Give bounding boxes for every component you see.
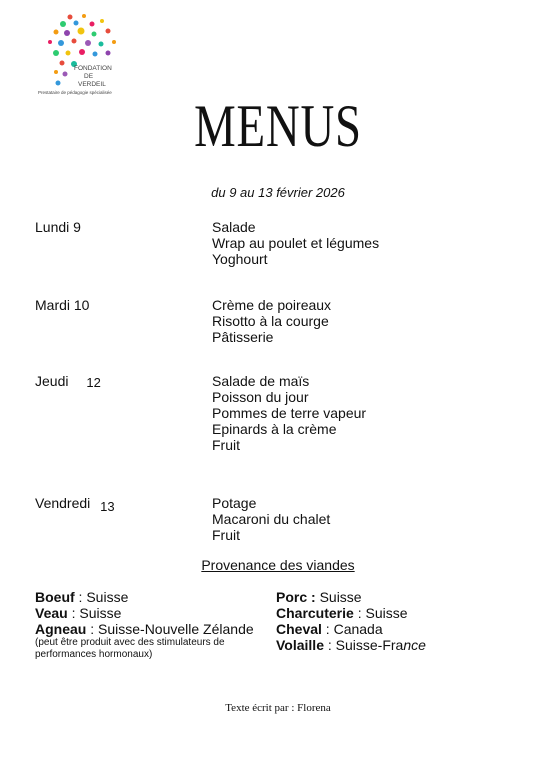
dish-list-mardi xyxy=(212,297,331,345)
meat-name: Volaille xyxy=(276,637,324,653)
dish-item: Potage xyxy=(212,495,257,511)
date-range: du 9 au 13 février 2026 xyxy=(211,185,345,200)
meat-name: Veau xyxy=(35,605,68,621)
dish-list-vendredi xyxy=(212,495,330,543)
meat-origin: : Suisse xyxy=(67,605,122,621)
meat-origin-italic: nce xyxy=(403,637,426,653)
logo-line3: VERDEIL xyxy=(78,81,106,88)
day-number: 12 xyxy=(86,375,101,390)
meat-row xyxy=(276,605,426,621)
dish-list-lundi xyxy=(212,219,379,267)
day-label-vendredi xyxy=(35,495,115,512)
dish-item: Yoghourt xyxy=(212,251,268,267)
day-label-jeudi xyxy=(35,373,101,390)
provenance-heading: Provenance des viandes xyxy=(201,557,355,573)
meat-row xyxy=(276,589,426,605)
logo-tagline: Prestataire de pédagogie spécialisée xyxy=(38,90,112,95)
dish-list-jeudi xyxy=(212,373,366,453)
meat-name: Agneau xyxy=(35,621,87,637)
dish-item: Fruit xyxy=(212,527,240,543)
day-name: Vendredi xyxy=(35,495,91,511)
day-name: Jeudi xyxy=(35,373,69,389)
meat-origin-left xyxy=(35,589,254,637)
meat-origin: : Suisse xyxy=(74,589,129,605)
dish-item: Epinards à la crème xyxy=(212,421,337,437)
dish-item: Crème de poireaux xyxy=(212,297,332,313)
dish-item: Poisson du jour xyxy=(212,389,309,405)
meat-origin: : Canada xyxy=(321,621,383,637)
page-title: MENUS xyxy=(194,93,362,159)
dish-item: Pommes de terre vapeur xyxy=(212,405,367,421)
hormone-note: (peut être produit avec des stimulateurs de performances hormonaux) xyxy=(35,637,225,660)
day-name: Mardi 10 xyxy=(35,297,90,313)
tree-dots-icon xyxy=(48,14,116,86)
meat-row xyxy=(35,589,254,605)
dish-item: Salade de maïs xyxy=(212,373,310,389)
meat-origin: Suisse xyxy=(315,589,362,605)
meat-row xyxy=(276,637,426,653)
logo-line1: FONDATION xyxy=(74,65,112,72)
day-name: Lundi 9 xyxy=(35,219,81,235)
meat-row xyxy=(35,621,254,637)
logo-line2: DE xyxy=(84,73,94,80)
meat-origin: : Suisse-Fra xyxy=(323,637,404,653)
meat-name: Porc : xyxy=(276,589,316,605)
meat-name: Boeuf xyxy=(35,589,75,605)
meat-origin: : Suisse-Nouvelle Zélande xyxy=(86,621,254,637)
meat-row xyxy=(276,621,426,637)
meat-origin-right xyxy=(276,589,426,653)
day-label-mardi xyxy=(35,297,89,313)
day-label-lundi xyxy=(35,219,81,235)
dish-item: Pâtisserie xyxy=(212,329,274,345)
meat-name: Cheval xyxy=(276,621,322,637)
meat-origin: : Suisse xyxy=(353,605,408,621)
dish-item: Wrap au poulet et légumes xyxy=(212,235,380,251)
dish-item: Fruit xyxy=(212,437,240,453)
fondation-logo xyxy=(36,12,126,102)
dish-item: Risotto à la courge xyxy=(212,313,329,329)
dish-item: Salade xyxy=(212,219,256,235)
meat-name: Charcuterie xyxy=(276,605,354,621)
meat-row xyxy=(35,605,254,621)
author-footer: Texte écrit par : Florena xyxy=(225,702,331,714)
day-number: 13 xyxy=(100,499,115,514)
dish-item: Macaroni du chalet xyxy=(212,511,331,527)
